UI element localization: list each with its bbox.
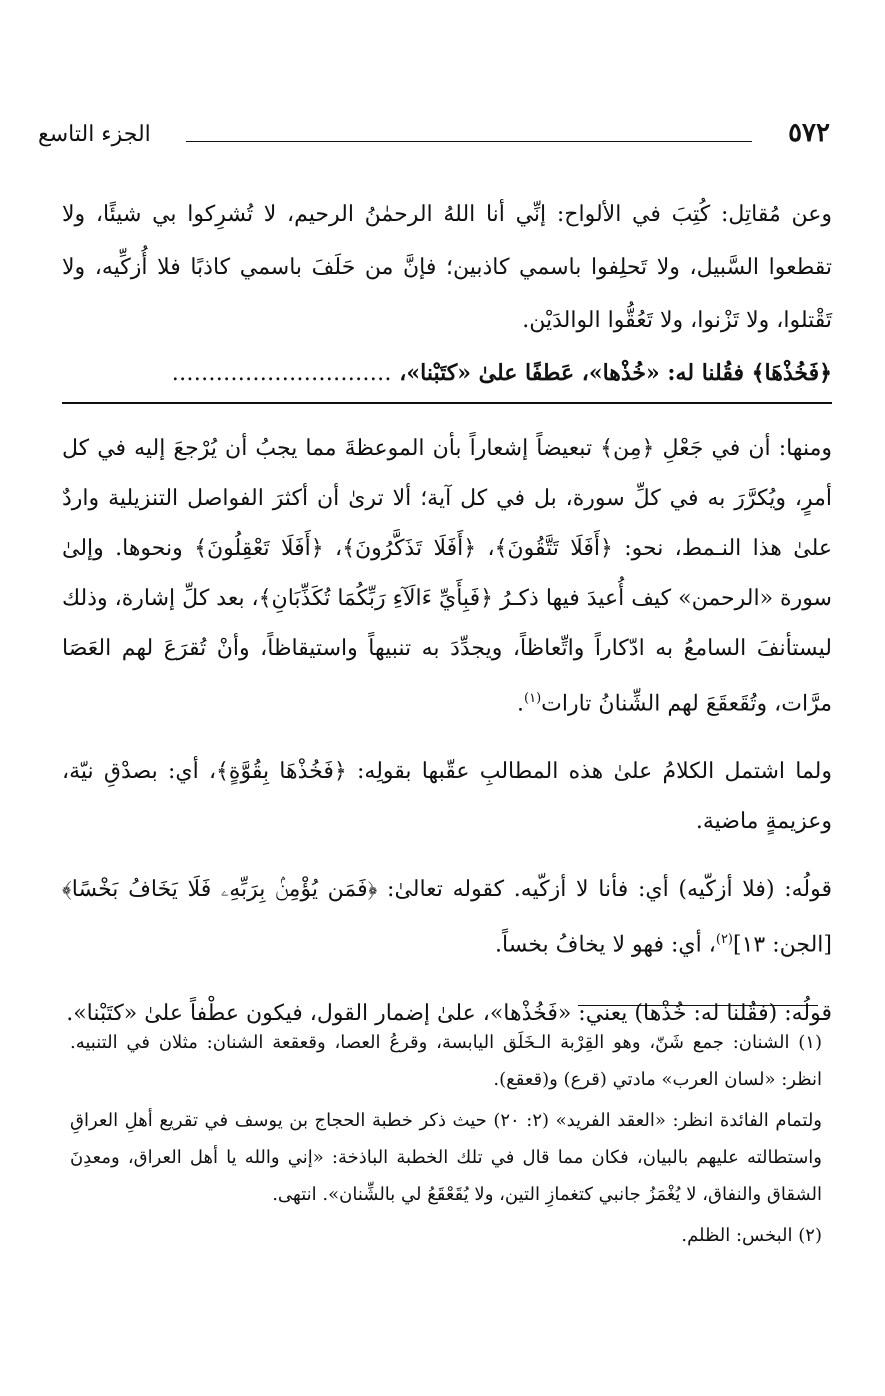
footnote-divider xyxy=(578,1005,818,1006)
commentary-paragraph-2: ولما اشتمل الكلامُ علىٰ هذه المطالبِ عقّبها بقولِه: ﴿فَخُذْهَا بِقُوَّةٍ﴾، أي: بصدْقِ نيّة، وعزيمةٍ ماضية. xyxy=(62,759,832,835)
commentary-paragraph-1 xyxy=(62,424,832,729)
footnote-1: (١) الشنان: جمع شَنّ، وهو القِرْبة الـخَلَق اليابسة، وقرعُ العصا، وقعقعة الشنان: مثلان في التنبيه. انظر: «لسان العرب» مادتي (قرع) و(قعقع). xyxy=(70,1032,822,1090)
page-number: ٥٧٢ xyxy=(788,118,830,148)
commentary-paragraph-1-end: . xyxy=(517,691,524,717)
commentary xyxy=(62,424,832,1057)
commentary-paragraph-1-text: ومنها: أن في جَعْلِ ﴿مِن﴾ تبعيضاً إشعاراً بأن الموعظةَ مما يجبُ أن يُرْجعَ إليه في كل أمرٍ، ويُكرَّرَ به في كلِّ سورة، بل في كل آية؛ ألا ترىٰ أن أكثرَ الفواصل التنزيلية واردٌ علىٰ هذا النـمط، نحو: ﴿أَفَلَا تَتَّقُونَ﴾، ﴿أَفَلَا تَذَكَّرُونَ﴾، ﴿أَفَلَا تَعْقِلُونَ﴾ ونحوها. وإلىٰ سورة «الرحمن» كيف أُعيدَ فيها ذكـرُ ﴿فَبِأَيِّ ءَالَآءِ رَبِّكُمَا تُكَذِّبَانِ﴾، بعد كلِّ إشارة، وذلك ليستأنفَ السامعُ به ادّكاراً واتِّعاظاً، ويجدِّدَ به تنبيهاً واستيقاظاً، وأنْ تُقرَعَ لهم العَصَا مرَّات، وتُقَعقَعَ لهم الشِّنانُ تارات xyxy=(62,436,832,717)
dotted-leader: ………………………… xyxy=(171,361,392,386)
part-title: الجزء التاسع xyxy=(38,122,151,147)
header-rule xyxy=(186,141,752,142)
footnote-1-continued: ولتمام الفائدة انظر: «العقد الفريد» (٢: ٢٠) حيث ذكر خطبة الحجاج بن يوسف في تقريع أهلِ العراقِ واستطالته عليهم بالبيان، فكان مما قال في تلك الخطبة الباذخة: «إني والله يا أهل العراق، ومعدِنَ الشقاق والنفاق، لا يُغْمَزُ جانبي كتغمازِ التين، ولا يُقَعْقَعُ لي بالشِّنان». انتهى. xyxy=(70,1110,822,1205)
commentary-paragraph-4: قولُه: (فقُلنا له: خُذْها) يعني: «فَخُذْها»، علىٰ إضمار القول، فيكون عطْفاً علىٰ «كتَبْنا». xyxy=(66,1000,832,1026)
page-header xyxy=(38,118,830,158)
main-text-divider xyxy=(62,402,832,404)
commentary-paragraph-3-end: ، أي: فهو لا يخافُ بخساً. xyxy=(495,932,716,958)
main-text xyxy=(62,188,832,400)
main-paragraph: وعن مُقاتِل: كُتِبَ في الألواح: إنِّي أنا اللهُ الرحمٰنُ الرحيم، لا تُشرِكوا بي شيئًا، ولا تقطعوا السَّبيل، ولا تَحلِفوا باسمي كاذبين؛ فإنَّ من حَلَفَ باسمي كاذبًا فلا أُزكِّيه، ولا تَقْتلوا، ولا تَزْنوا، ولا تَعُقُّوا الوالدَيْن. xyxy=(62,202,832,333)
verse-line xyxy=(62,347,832,400)
commentary-paragraph-3-text: قولُه: (فلا أزكّيه) أي: فأنا لا أزكّيه. كقوله تعالىٰ: ﴿فَمَن يُؤْمِنۢ بِرَبِّهِۦ فَلَا يَخَافُ بَخْسًا﴾ [الجن: ١٣] xyxy=(62,877,832,958)
verse-text: ﴿فَخُذْهَا﴾ فقُلنا له: «خُذْها»، عَطفًا علىٰ «كتَبْنا»، xyxy=(391,360,832,386)
footnote-ref-2: (٢) xyxy=(715,932,733,948)
commentary-paragraph-3 xyxy=(62,865,832,970)
footnote-ref-1: (١) xyxy=(524,691,542,706)
footnotes xyxy=(70,1024,822,1258)
footnote-2: (٢) البخس: الظلم. xyxy=(681,1225,822,1246)
